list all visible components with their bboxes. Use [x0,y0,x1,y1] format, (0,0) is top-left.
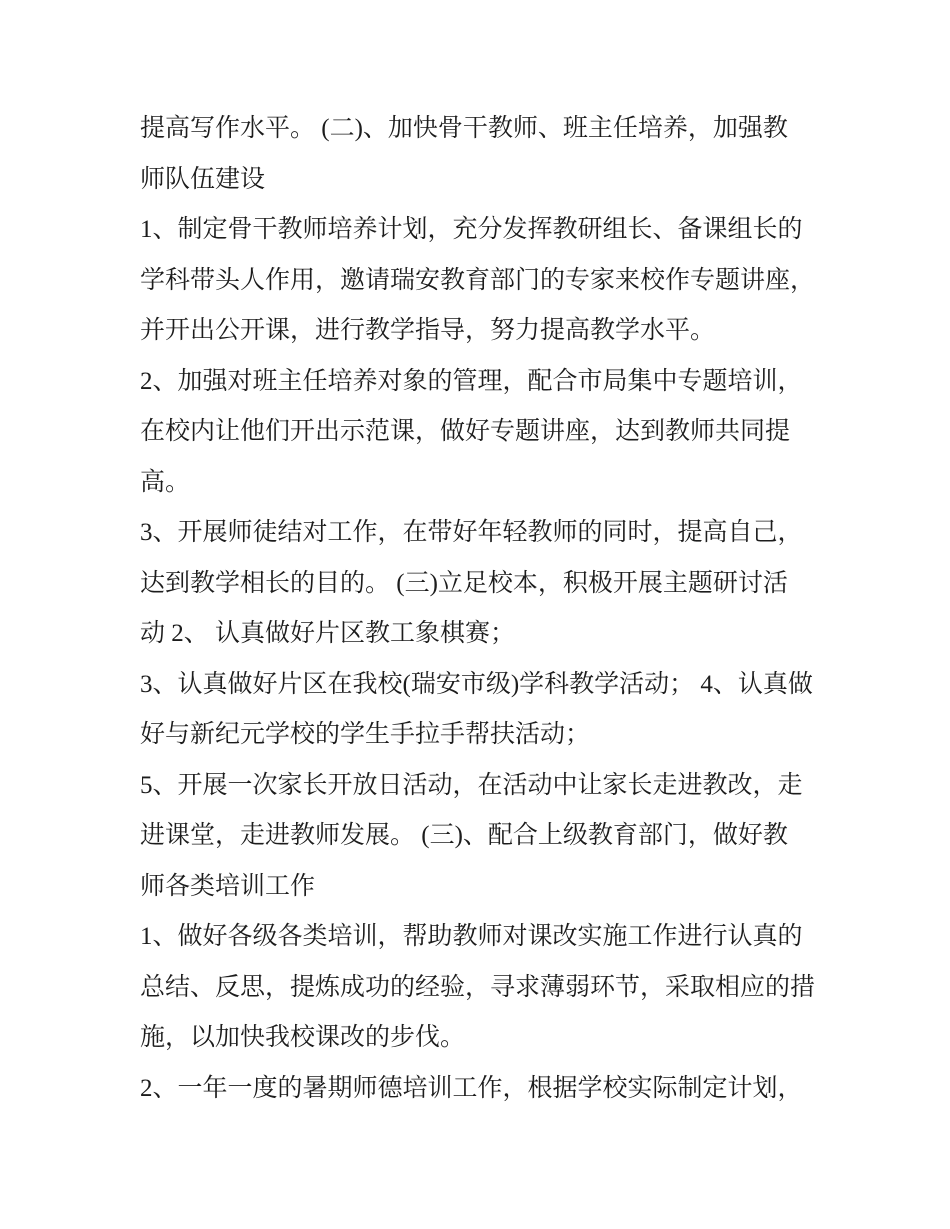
text-line-20: 2、一年一度的暑期师德培训工作，根据学校实际制定计划， [140,1074,803,1102]
text-line-15: 进课堂，走进教师发展。 (三)、配合上级教育部门，做好教 [140,822,788,849]
text-line-11: 动 2、 认真做好片区教工象棋赛； [140,620,516,647]
text-line-1: 提高写作水平。 (二)、加快骨干教师、班主任培养，加强教 [140,115,788,142]
text-line-5: 并开出公开课，进行教学指导，努力提高教学水平。 [140,317,716,344]
text-line-9: 3、开展师徒结对工作，在带好年轻教师的同时，提高自己， [140,519,803,546]
document-body [140,104,890,1114]
text-line-14: 5、开展一次家长开放日活动，在活动中让家长走进教改，走 [140,771,803,799]
text-line-10: 达到教学相长的目的。 (三)立足校本，积极开展主题研讨活 [140,569,788,597]
text-line-16: 师各类培训工作 [140,872,316,900]
text-line-2: 师队伍建设 [140,165,266,193]
text-line-3: 1、制定骨干教师培养计划，充分发挥教研组长、备课组长的 [140,216,803,243]
text-line-6: 2、加强对班主任培养对象的管理，配合市局集中专题培训， [140,367,803,395]
text-line-7: 在校内让他们开出示范课，做好专题讲座，达到教师共同提 [140,418,791,445]
text-line-18: 总结、反思，提炼成功的经验，寻求薄弱环节，采取相应的措 [140,973,816,1001]
text-line-13: 好与新纪元学校的学生手拉手帮扶活动； [140,721,591,748]
text-line-8: 高。 [140,468,191,496]
text-line-12: 3、认真做好片区在我校(瑞安市级)学科教学活动； 4、认真做 [140,670,813,698]
text-line-4: 学科带头人作用，邀请瑞安教育部门的专家来校作专题讲座， [140,266,816,294]
text-line-19: 施，以加快我校课改的步伐。 [140,1024,466,1051]
text-line-17: 1、做好各级各类培训，帮助教师对课改实施工作进行认真的 [140,923,803,950]
